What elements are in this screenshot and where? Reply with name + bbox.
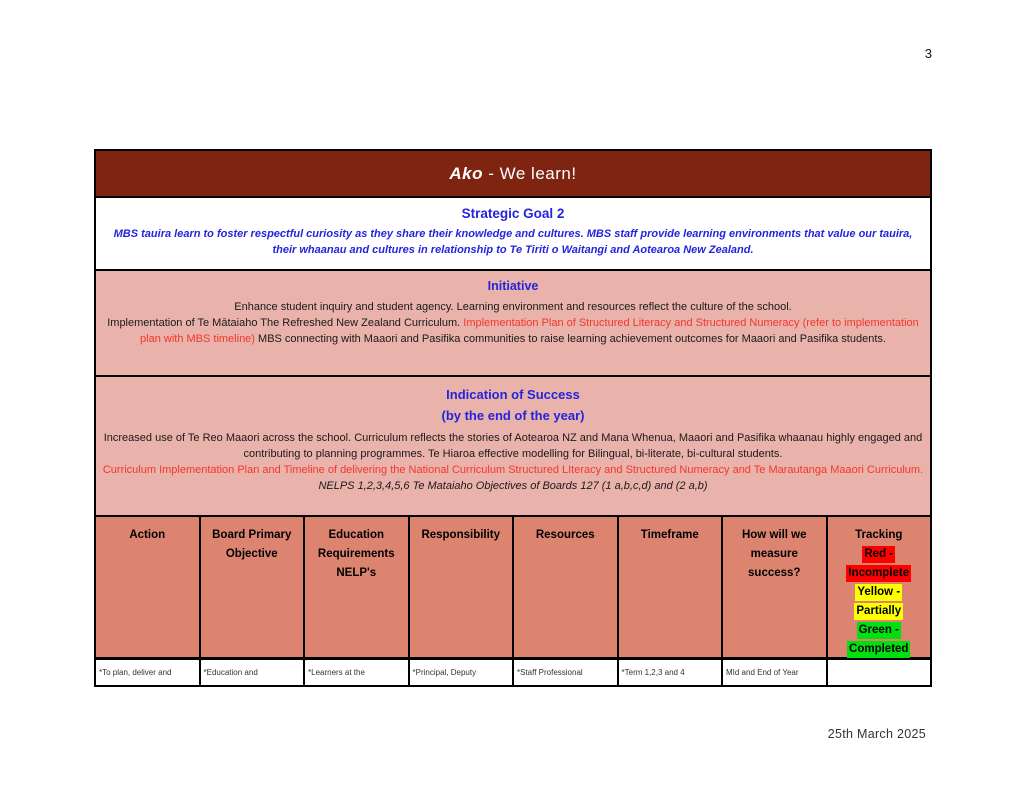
banner-title-maori: Ako [449,164,484,183]
banner-title-english: - We learn! [483,164,577,183]
page-number: 3 [924,46,932,61]
header-board-primary-objective: Board Primary Objective [199,517,304,657]
initiative-line1: Enhance student inquiry and student agency. Learning environment and resources reflect the culture of the school. [234,301,792,313]
indication-heading-line1: Indication of Success [446,387,580,402]
legend-red-line2: Incomplete [846,565,911,582]
indication-of-success-section [96,375,930,515]
cell-action: *To plan, deliver and [99,668,172,677]
footer-date: 25th March 2025 [827,727,926,741]
indication-body [96,430,930,494]
initiative-text-black: Implementation of Te Mātaiaho The Refreshed New Zealand Curriculum. [107,317,464,329]
cell-responsibility: *Principal, Deputy [408,660,513,685]
strategic-plan-table [94,149,932,687]
indication-heading-line2: (by the end of the year) [441,408,585,423]
indication-text-black: Increased use of Te Reo Maaori across the school. Curriculum reflects the stories of Aotearoa NZ and Mana Whenua, Maaori and Pasifika whaanau highly engaged and contributing to planning programmes. Te Hiaroa effective modelling for Bilingual, bi-literate, bi-cultural students. [103,432,923,460]
strategic-goal-heading: Strategic Goal 2 [461,206,565,221]
legend-green-line1: Green - [857,622,901,639]
cell-measure-success: MId and End of Year [721,660,826,685]
cell-education-requirements: *Learners at the [303,660,408,685]
header-resources: Resources [512,517,617,657]
strategic-goal-section [96,196,930,269]
header-measure-success: How will we measure success? [721,517,826,657]
initiative-heading: Initiative [487,279,539,293]
indication-text-red: Curriculum Implementation Plan and Timeline of delivering the National Curriculum Structured LIteracy and Structured Numeracy and Te Marautanga Maaori Curriculum. [102,464,924,476]
table-title-banner [96,151,930,196]
cell-resources: *Staff Professional [512,660,617,685]
table-data-row [96,657,930,685]
cell-tracking-empty [826,660,931,685]
legend-green-line2: Completed [847,641,910,658]
tracking-legend [832,545,927,659]
legend-yellow-line2: Partially [854,603,903,620]
header-education-requirements: Education Requirements NELP's [303,517,408,657]
table-header-row [96,515,930,657]
strategic-goal-body: MBS tauira learn to foster respectful curiosity as they share their knowledge and cultures. MBS staff provide learning environments that value our tauira, their whaanau and cultures in relationship to Te Tiriti o Waitangi and Aotearoa New Zealand. [113,228,913,256]
legend-yellow-line1: Yellow - [855,584,902,601]
cell-timeframe: *Term 1,2,3 and 4 [617,660,722,685]
initiative-body [96,299,930,347]
header-timeframe: Timeframe [617,517,722,657]
header-action: Action [129,529,166,541]
header-tracking [826,517,931,657]
initiative-text-red: Implementation Plan of Structured Literacy and Structured Numeracy (refer to implementation plan with MBS timeline) [140,317,919,345]
indication-nelps-note: NELPS 1,2,3,4,5,6 Te Mataiaho Objectives of Boards 127 (1 a,b,c,d) and (2 a,b) [318,480,708,492]
initiative-text-black2: MBS connecting with Maaori and Pasifika communities to raise learning achievement outcomes for Maaori and Pasifika students. [258,333,886,345]
legend-red-line1: Red - [862,546,895,563]
tracking-label: Tracking [855,529,903,541]
cell-board-primary-objective: *Education and [199,660,304,685]
header-responsibility: Responsibility [408,517,513,657]
initiative-section [96,269,930,375]
